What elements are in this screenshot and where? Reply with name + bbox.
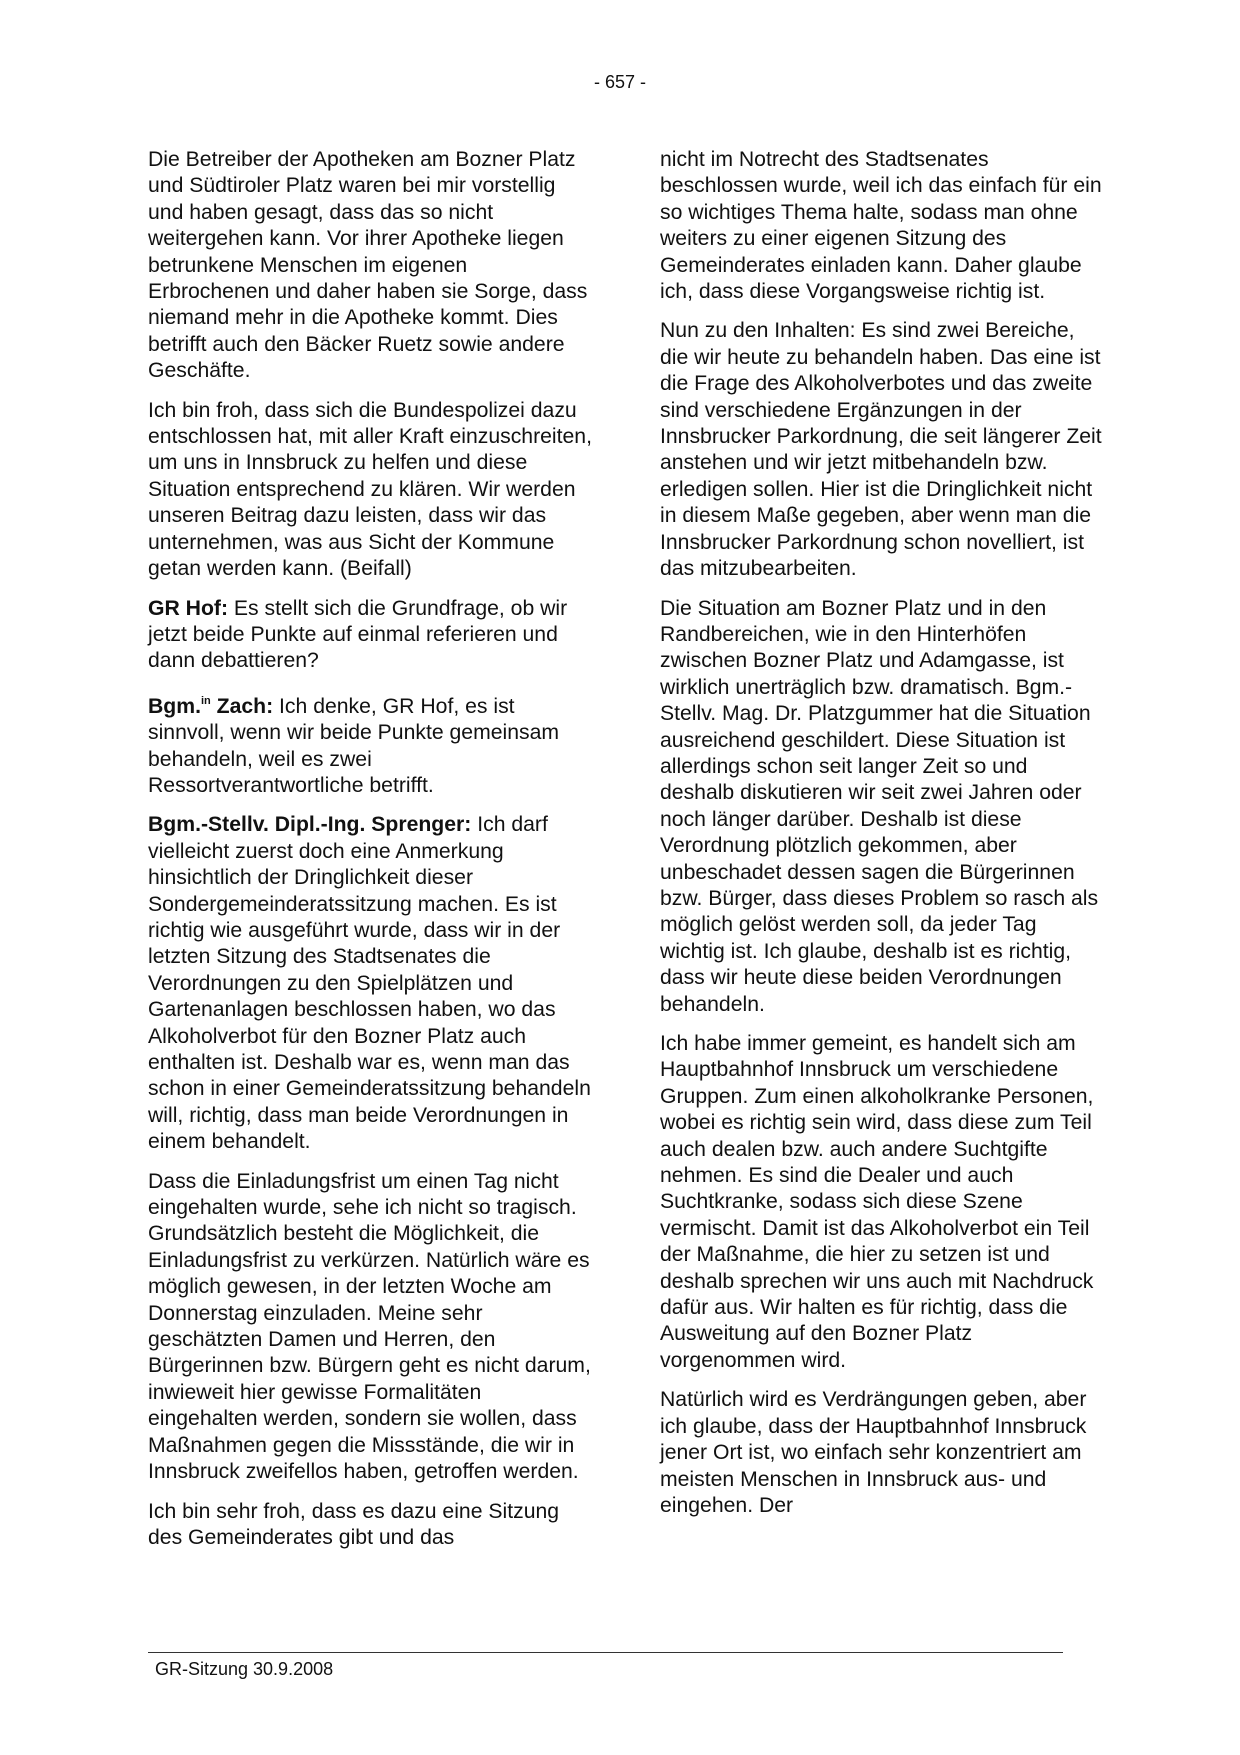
paragraph: Die Situation am Bozner Platz und in den Randbereichen, wie in den Hinterhöfen zwischen Bozner Platz und Adamgasse, ist wirklich unerträglich bzw. dramatisch. Bgm.-Stellv. Mag. Dr. Platzgummer hat die Situation ausreichend geschildert. Diese Situation ist allerdings schon seit langer Zeit so und deshalb diskutieren wir seit zwei Jahren oder noch länger darüber. Deshalb ist diese Verordnung plötzlich gekommen, aber unbeschadet dessen sagen die Bürgerinnen bzw. Bürger, dass dieses Problem so rasch als möglich gelöst werden soll, da jeder Tag wichtig ist. Ich glaube, deshalb ist es richtig, dass wir heute diese beiden Verordnungen behandeln. bbox=[660, 596, 1099, 1016]
paragraph: nicht im Notrecht des Stadtsenates beschlossen wurde, weil ich das einfach für ein so wichtiges Thema halte, sodass man ohne weiters zu einer eigenen Sitzung des Gemeinderates einladen kann. Daher glaube ich, dass diese Vorgangsweise richtig ist. bbox=[660, 148, 1102, 304]
paragraph bbox=[148, 596, 593, 675]
paragraph: Ich habe immer gemeint, es handelt sich am Hauptbahnhof Innsbruck um verschiedene Gruppen. Zum einen alkoholkranke Personen, wobei es richtig sein wird, dass diese zum Teil auch dealen bzw. auch andere Suchtgifte nehmen. Es sind die Dealer und auch Suchtkranke, sodass sich diese Szene vermischt. Damit ist das Alkoholverbot ein Teil der Maßnahme, die hier zu setzen ist und deshalb sprechen wir uns auch mit Nachdruck dafür aus. Wir halten es für richtig, dass die Ausweitung auf den Bozner Platz vorgenommen wird. bbox=[660, 1032, 1094, 1372]
footer-divider bbox=[148, 1652, 1063, 1653]
right-column bbox=[660, 147, 1105, 1532]
paragraph: Ich bin sehr froh, dass es dazu eine Sitzung des Gemeinderates gibt und das bbox=[148, 1499, 560, 1549]
speaker-name: GR Hof: bbox=[148, 596, 229, 620]
paragraph: Dass die Einladungsfrist um einen Tag nicht eingehalten wurde, sehe ich nicht so tragisch. Grundsätzlich besteht die Möglichkeit, die Einladungsfrist zu verkürzen. Natürlich wäre es möglich gewesen, in der letzten Woche am Donnerstag einzuladen. Meine sehr geschätzten Damen und Herren, den Bürgerinnen bzw. Bürgern geht es nicht darum, inwieweit hier gewisse Formalitäten eingehalten werden, sondern sie wollen, dass Maßnahmen gegen die Missstände, die wir in Innsbruck zweifellos haben, getroffen werden. bbox=[148, 1169, 591, 1484]
paragraph: Die Betreiber der Apotheken am Bozner Platz und Südtiroler Platz waren bei mir vorstellig und haben gesagt, dass das so nicht weitergehen kann. Vor ihrer Apotheke liegen betrunkene Menschen im eigenen Erbrochenen und daher haben sie Sorge, dass niemand mehr in die Apotheke kommt. Dies betrifft auch den Bäcker Ruetz sowie andere Geschäfte. bbox=[148, 148, 588, 383]
speaker-title: Bgm. bbox=[148, 694, 201, 718]
speech-text: Es stellt sich die Grundfrage, ob wir jetzt beide Punkte auf einmal referieren und dann debattieren? bbox=[148, 596, 568, 673]
speech-text: Ich denke, GR Hof, es ist sinnvoll, wenn wir beide Punkte gemeinsam behandeln, weil es zwei Ressortverantwortliche betrifft. bbox=[148, 694, 560, 797]
speaker-name bbox=[148, 695, 273, 718]
paragraph bbox=[148, 688, 593, 800]
speech-text: Ich darf vielleicht zuerst doch eine Anmerkung hinsichtlich der Dringlichkeit dieser Sondergemeinderatssitzung machen. Es ist richtig wie ausgeführt wurde, dass wir in der letzten Sitzung des Stadtsenates die Verordnungen zu den Spielplätzen und Gartenanlagen beschlossen haben, wo das Alkoholverbot für den Bozner Platz auch enthalten ist. Deshalb war es, wenn man das schon in einer Gemeinderatssitzung behandeln will, richtig, dass man beide Verordnungen in einem behandelt. bbox=[148, 813, 591, 1154]
left-column bbox=[148, 147, 593, 1564]
footer-text: GR-Sitzung 30.9.2008 bbox=[155, 1659, 334, 1679]
paragraph: Ich bin froh, dass sich die Bundespolizei dazu entschlossen hat, mit aller Kraft einzuschreiten, um uns in Innsbruck zu helfen und diese Situation entsprechend zu klären. Wir werden unseren Beitrag dazu leisten, dass wir das unternehmen, was aus Sicht der Kommune getan werden kann. (Beifall) bbox=[148, 398, 592, 581]
speaker-surname: Zach: bbox=[210, 694, 274, 718]
speaker-name: Bgm.-Stellv. Dipl.-Ing. Sprenger: bbox=[148, 813, 472, 837]
paragraph: Natürlich wird es Verdrängungen geben, aber ich glaube, dass der Hauptbahnhof Innsbruck jener Ort ist, wo einfach sehr konzentriert am meisten Menschen in Innsbruck aus- und eingehen. Der bbox=[660, 1388, 1087, 1517]
paragraph: Nun zu den Inhalten: Es sind zwei Bereiche, die wir heute zu behandeln haben. Das eine ist die Frage des Alkoholverbotes und das zweite sind verschiedene Ergänzungen in der Innsbrucker Parkordnung, die seit längerer Zeit anstehen und wir jetzt mitbehandeln bzw. erledigen sollen. Hier ist die Dringlichkeit nicht in diesem Maße gegeben, aber wenn man die Innsbrucker Parkordnung schon novelliert, ist das mitzubearbeiten. bbox=[660, 319, 1102, 581]
speaker-superscript: in bbox=[200, 694, 211, 707]
page-number: - 657 - bbox=[593, 72, 647, 92]
paragraph bbox=[148, 812, 593, 1155]
